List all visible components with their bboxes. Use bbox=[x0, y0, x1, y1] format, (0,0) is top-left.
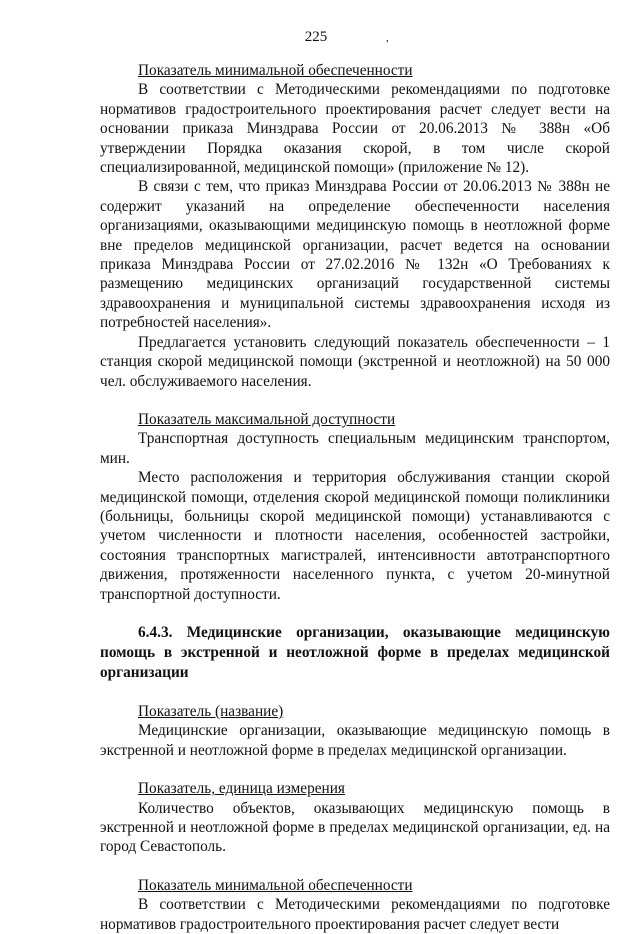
paragraph: В соответствии с Методическими рекомендациями по подготовке нормативов градостроительного проектирования расчет следует вести bbox=[100, 896, 610, 933]
heading-indicator-name: Показатель (название) bbox=[138, 702, 284, 720]
paragraph: Транспортная доступность специальным медицинским транспортом, мин. bbox=[100, 430, 610, 467]
paragraph: Медицинские организации, оказывающие медицинскую помощь в экстренной и неотложной форме в пределах медицинской организации. bbox=[100, 722, 610, 759]
heading-max-accessibility: Показатель максимальной доступности bbox=[138, 410, 396, 428]
paragraph: В соответствии с Методическими рекомендациями по подготовке нормативов градостроительного проектирования расчет следует вести на основании приказа Минздрава России от 20.06.2013 № 388н «Об утверждении Порядка оказания скорой, в том числе скорой специализированной, медицинской помощи» (приложение № 12). bbox=[100, 81, 610, 177]
paragraph: Место расположения и территория обслуживания станции скорой медицинской помощи, отделения скорой медицинской помощи поликлиники (больницы, больницы скорой медицинской помощи) устанавливаются с учетом численности и плотности населения, особенностей застройки, состояния транспортных магистралей, интенсивности автотранспортного движения, протяженности населенного пункта, с учетом 20-минутной транспортной доступности. bbox=[100, 469, 610, 603]
page-mark: , bbox=[386, 32, 389, 44]
paragraph: В связи с тем, что приказ Минздрава России от 20.06.2013 № 388н не содержит указаний на определение обеспеченности населения организациями, оказывающими медицинскую помощь в неотложной форме вне пределов медицинской организации, расчет ведется на основании приказа Минздрава России от 27.02.2016 № 132н «О Требованиях к размещению медицинских организаций государственной системы здравоохранения и муниципальной системы здравоохранения исходя из потребностей населения». bbox=[100, 178, 610, 332]
heading-min-provision-2: Показатель минимальной обеспеченности bbox=[138, 876, 413, 894]
section-title: 6.4.3. Медицинские организации, оказывающие медицинскую помощь в экстренной и неотложной форме в пределах медицинской организации bbox=[100, 623, 610, 681]
page-number-text: 225 bbox=[304, 29, 328, 45]
heading-indicator-unit: Показатель, единица измерения bbox=[138, 780, 345, 798]
page-number bbox=[0, 29, 632, 46]
heading-min-provision: Показатель минимальной обеспеченности bbox=[138, 62, 413, 79]
document-body bbox=[100, 61, 610, 934]
paragraph: Количество объектов, оказывающих медицинскую помощь в экстренной и неотложной форме в пределах медицинской организации, ед. на город Севастополь. bbox=[100, 799, 610, 856]
paragraph: Предлагается установить следующий показатель обеспеченности – 1 станция скорой медицинской помощи (экстренной и неотложной) на 50 000 чел. обслуживаемого населения. bbox=[100, 333, 610, 390]
